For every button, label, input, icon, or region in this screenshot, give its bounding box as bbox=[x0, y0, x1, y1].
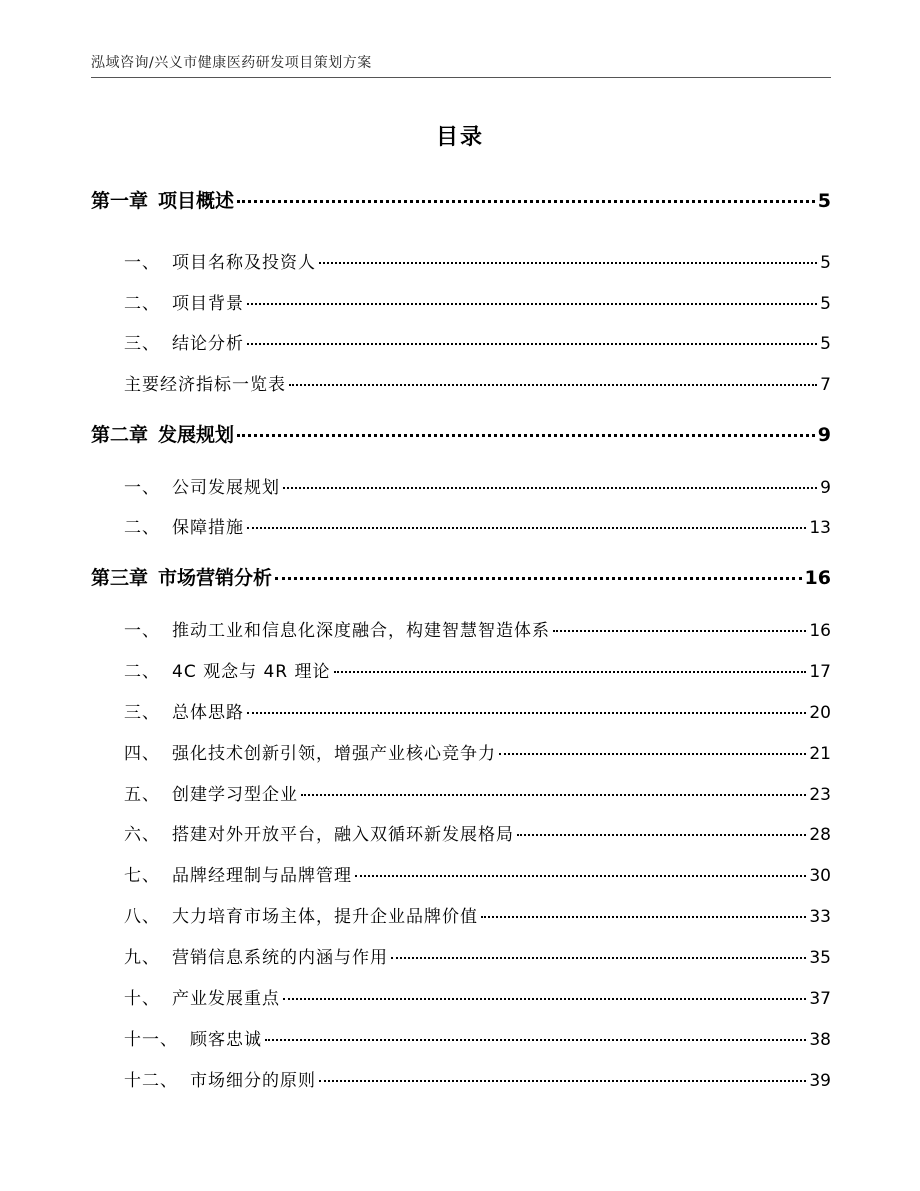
toc-section-1-3[interactable] bbox=[91, 329, 831, 354]
section-number: 十、 bbox=[124, 989, 160, 1009]
toc-section-3-12[interactable] bbox=[91, 1066, 831, 1091]
section-number: 五、 bbox=[124, 785, 160, 805]
page-number: 13 bbox=[809, 518, 831, 538]
toc-section-3-6[interactable] bbox=[91, 820, 831, 845]
dot-leader bbox=[517, 834, 806, 836]
section-number: 二、 bbox=[124, 662, 160, 682]
section-number: 七、 bbox=[124, 866, 160, 886]
section-number: 六、 bbox=[124, 825, 160, 845]
toc-section-3-9[interactable] bbox=[91, 943, 831, 968]
section-number: 四、 bbox=[124, 744, 160, 764]
section-number: 十二、 bbox=[124, 1071, 178, 1091]
section-number: 三、 bbox=[124, 334, 160, 354]
section-number: 二、 bbox=[124, 294, 160, 314]
page-number: 35 bbox=[809, 948, 831, 968]
chapter-title: 项目概述 bbox=[158, 190, 235, 212]
toc-chapter-1[interactable] bbox=[91, 186, 831, 213]
section-title: 大力培育市场主体，提升企业品牌价值 bbox=[172, 907, 478, 927]
page-number: 5 bbox=[820, 253, 831, 273]
dot-leader bbox=[499, 753, 806, 755]
toc-section-3-1[interactable] bbox=[91, 616, 831, 641]
page-number: 9 bbox=[817, 424, 831, 446]
dot-leader bbox=[355, 875, 806, 877]
section-title: 项目名称及投资人 bbox=[172, 253, 316, 273]
toc-section-3-4[interactable] bbox=[91, 739, 831, 764]
toc-section-3-5[interactable] bbox=[91, 780, 831, 805]
section-number: 一、 bbox=[124, 621, 160, 641]
section-title: 顾客忠诚 bbox=[190, 1030, 262, 1050]
page-number: 16 bbox=[804, 567, 831, 589]
section-number: 九、 bbox=[124, 948, 160, 968]
dot-leader bbox=[247, 527, 806, 529]
toc-section-1-4[interactable] bbox=[91, 370, 831, 395]
toc-chapter-3[interactable] bbox=[91, 563, 831, 590]
page-number: 16 bbox=[809, 621, 831, 641]
toc-section-1-1[interactable] bbox=[91, 248, 831, 273]
section-title: 保障措施 bbox=[172, 518, 244, 538]
section-title: 公司发展规划 bbox=[172, 478, 280, 498]
toc-section-1-2[interactable] bbox=[91, 289, 831, 314]
running-header: 泓域咨询/兴义市健康医药研发项目策划方案 bbox=[91, 55, 372, 71]
section-title: 产业发展重点 bbox=[172, 989, 280, 1009]
section-title: 主要经济指标一览表 bbox=[124, 375, 286, 395]
section-number: 八、 bbox=[124, 907, 160, 927]
dot-leader bbox=[289, 384, 817, 386]
dot-leader bbox=[553, 630, 806, 632]
dot-leader bbox=[283, 998, 806, 1000]
dot-leader bbox=[265, 1039, 806, 1041]
chapter-number: 第三章 bbox=[91, 567, 149, 589]
section-title: 项目背景 bbox=[172, 294, 244, 314]
section-title: 搭建对外开放平台，融入双循环新发展格局 bbox=[172, 825, 514, 845]
page-number: 23 bbox=[809, 785, 831, 805]
section-title: 营销信息系统的内涵与作用 bbox=[172, 948, 388, 968]
chapter-title: 市场营销分析 bbox=[158, 567, 273, 589]
page-number: 39 bbox=[809, 1071, 831, 1091]
dot-leader bbox=[237, 434, 815, 437]
page-number: 30 bbox=[809, 866, 831, 886]
section-number: 一、 bbox=[124, 478, 160, 498]
toc-title: 目录 bbox=[435, 125, 484, 150]
section-title: 4C 观念与 4R 理论 bbox=[172, 662, 331, 682]
section-number: 十一、 bbox=[124, 1030, 178, 1050]
dot-leader bbox=[481, 916, 806, 918]
section-number: 二、 bbox=[124, 518, 160, 538]
page-number: 37 bbox=[809, 989, 831, 1009]
dot-leader bbox=[334, 671, 807, 673]
dot-leader bbox=[319, 1080, 806, 1082]
toc-section-3-8[interactable] bbox=[91, 902, 831, 927]
dot-leader bbox=[275, 577, 802, 580]
toc-section-2-2[interactable] bbox=[91, 513, 831, 538]
page-number: 21 bbox=[809, 744, 831, 764]
toc-chapter-2[interactable] bbox=[91, 420, 831, 447]
section-title: 推动工业和信息化深度融合，构建智慧智造体系 bbox=[172, 621, 550, 641]
dot-leader bbox=[319, 262, 817, 264]
toc-section-3-3[interactable] bbox=[91, 698, 831, 723]
page-number: 7 bbox=[820, 375, 831, 395]
chapter-number: 第二章 bbox=[91, 424, 149, 446]
dot-leader bbox=[283, 487, 817, 489]
page-number: 38 bbox=[809, 1030, 831, 1050]
page-number: 5 bbox=[817, 190, 831, 212]
toc-section-3-7[interactable] bbox=[91, 861, 831, 886]
dot-leader bbox=[247, 303, 817, 305]
page-number: 28 bbox=[809, 825, 831, 845]
section-title: 市场细分的原则 bbox=[190, 1071, 316, 1091]
dot-leader bbox=[247, 343, 817, 345]
section-title: 总体思路 bbox=[172, 703, 244, 723]
dot-leader bbox=[237, 200, 815, 203]
section-title: 创建学习型企业 bbox=[172, 785, 298, 805]
section-title: 强化技术创新引领，增强产业核心竞争力 bbox=[172, 744, 496, 764]
page-number: 17 bbox=[809, 662, 831, 682]
section-number: 三、 bbox=[124, 703, 160, 723]
page-number: 9 bbox=[820, 478, 831, 498]
chapter-title: 发展规划 bbox=[158, 424, 235, 446]
dot-leader bbox=[247, 712, 806, 714]
toc-section-2-1[interactable] bbox=[91, 473, 831, 498]
toc-section-3-11[interactable] bbox=[91, 1025, 831, 1050]
chapter-number: 第一章 bbox=[91, 190, 149, 212]
header-divider bbox=[91, 77, 831, 78]
toc-section-3-10[interactable] bbox=[91, 984, 831, 1009]
page-number: 33 bbox=[809, 907, 831, 927]
section-title: 结论分析 bbox=[172, 334, 244, 354]
page-number: 5 bbox=[820, 334, 831, 354]
dot-leader bbox=[391, 957, 806, 959]
toc-section-3-2[interactable] bbox=[91, 657, 831, 682]
section-number: 一、 bbox=[124, 253, 160, 273]
section-title: 品牌经理制与品牌管理 bbox=[172, 866, 352, 886]
dot-leader bbox=[301, 794, 806, 796]
page-number: 20 bbox=[809, 703, 831, 723]
page-number: 5 bbox=[820, 294, 831, 314]
